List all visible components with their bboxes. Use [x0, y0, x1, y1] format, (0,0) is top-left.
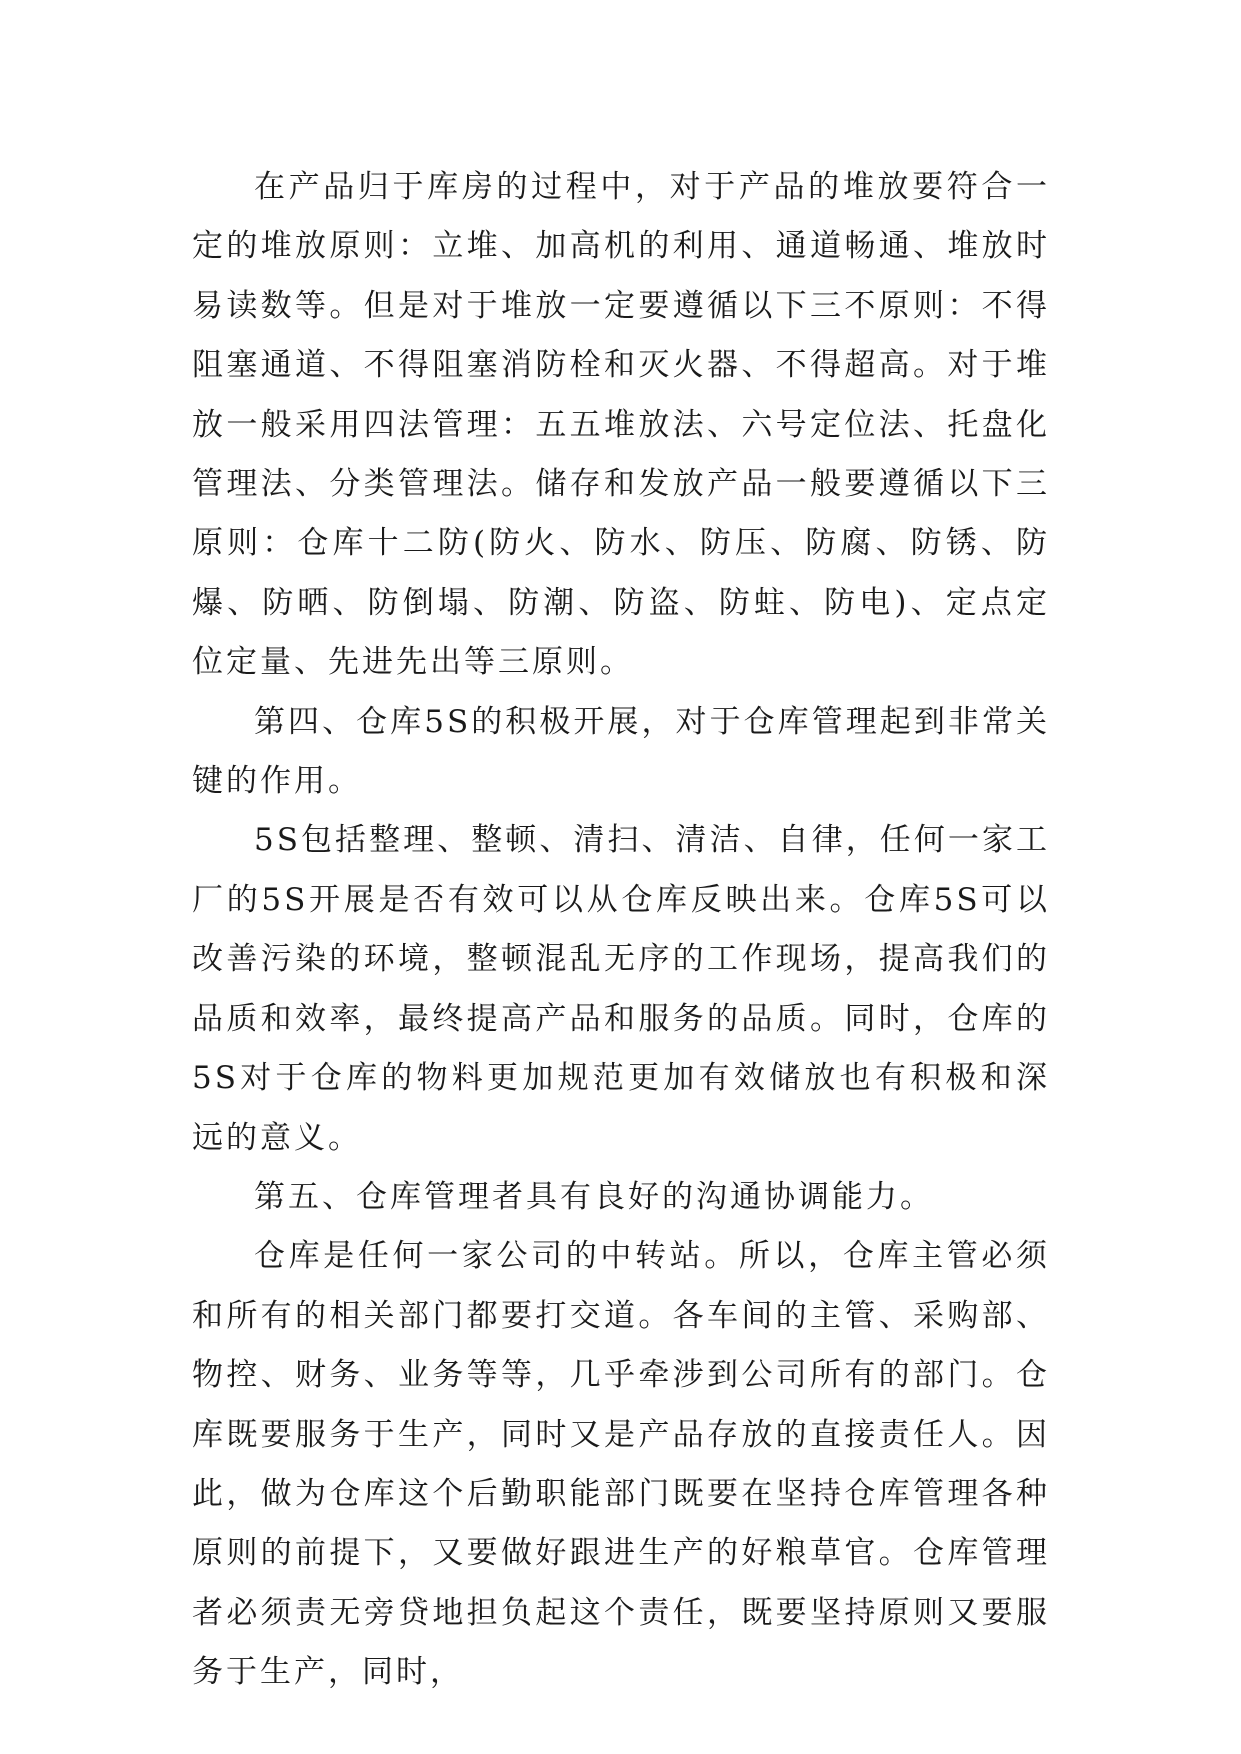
- paragraph-section-four-heading: 第四、仓库5S的积极开展，对于仓库管理起到非常关键的作用。: [192, 703, 1050, 800]
- paragraph-warehouse-communication: 仓库是任何一家公司的中转站。所以，仓库主管必须和所有的相关部门都要打交道。各车间的主管、采购部、物控、财务、业务等等，几乎牵涉到公司所有的部门。仓库既要服务于生产，同时又是产品存放的直接责任人。因此，做为仓库这个后勤职能部门既要在坚持仓库管理各种原则的前提下，又要做好跟进生产的好粮草官。仓库管理者必须责无旁贷地担负起这个责任，既要坚持原则又要服务于生产，同时，: [192, 1238, 1050, 1691]
- paragraph-section-five-heading: 第五、仓库管理者具有良好的沟通协调能力。: [254, 1178, 934, 1215]
- paragraph-5s-description: 5S包括整理、整顿、清扫、清洁、自律，任何一家工厂的5S开展是否有效可以从仓库反映出来。仓库5S可以改善污染的环境，整顿混乱无序的工作现场，提高我们的品质和效率，最终提高产品和服务的品质。同时，仓库的5S对于仓库的物料更加规范更加有效储放也有积极和深远的意义。: [192, 822, 1050, 1156]
- paragraph-storage-principles: 在产品归于库房的过程中，对于产品的堆放要符合一定的堆放原则：立堆、加高机的利用、通道畅通、堆放时易读数等。但是对于堆放一定要遵循以下三不原则：不得阻塞通道、不得阻塞消防栓和灭火器、不得超高。对于堆放一般采用四法管理：五五堆放法、六号定位法、托盘化管理法、分类管理法。储存和发放产品一般要遵循以下三原则：仓库十二防(防火、防水、防压、防腐、防锈、防爆、防晒、防倒塌、防潮、防盗、防蛀、防电)、定点定位定量、先进先出等三原则。: [192, 169, 1050, 681]
- document-body: [192, 158, 1050, 1703]
